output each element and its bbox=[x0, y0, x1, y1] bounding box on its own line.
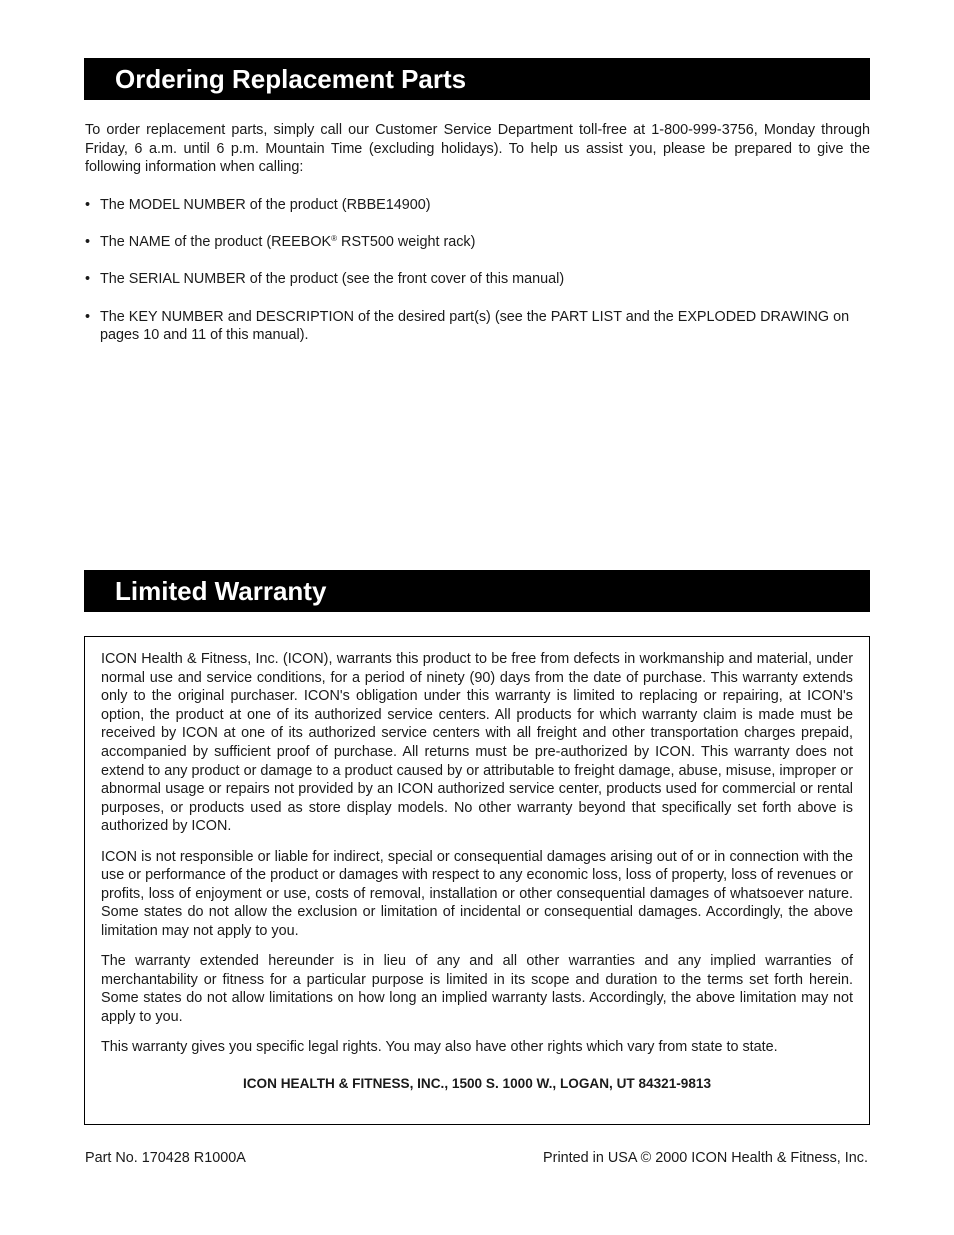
bullet-icon: • bbox=[85, 271, 91, 288]
list-item-text-before: The NAME of the product (REEBOK bbox=[100, 234, 332, 251]
list-item-key-number bbox=[85, 308, 870, 345]
part-number: Part No. 170428 R1000A bbox=[85, 1150, 246, 1166]
bullet-icon: • bbox=[85, 197, 91, 213]
list-item-text: The MODEL NUMBER of the product (RBBE14900) bbox=[100, 197, 431, 213]
warranty-box bbox=[84, 636, 870, 1125]
list-item-model-number bbox=[85, 196, 870, 215]
ordering-info-list bbox=[85, 196, 870, 363]
list-item-text-after: RST500 weight rack) bbox=[337, 234, 476, 251]
limited-warranty-heading: Limited Warranty bbox=[84, 570, 870, 612]
warranty-text bbox=[101, 650, 853, 1105]
company-address: ICON HEALTH & FITNESS, INC., 1500 S. 1000 W., LOGAN, UT 84321-9813 bbox=[242, 1075, 712, 1091]
list-item-text: The SERIAL NUMBER of the product (see the front cover of this manual) bbox=[100, 271, 565, 288]
warranty-paragraph: ICON is not responsible or liable for indirect, special or consequential damages arising out of or in connection with the use or performance of the product or damages with respect to any economic loss, loss of property, loss of revenues or profits, loss of enjoyment or use, costs of removal, installation or other consequential damages of whatsoever nature. Some states do not allow the exclusion or limitation of incidental or consequential damages. Accordingly, the above limitation may not apply to you. bbox=[101, 848, 853, 939]
printed-notice: Printed in USA © 2000 ICON Health & Fitness, Inc. bbox=[543, 1150, 868, 1166]
ordering-intro-paragraph: To order replacement parts, simply call our Customer Service Department toll-free at 1-800-999-3756, Monday through Friday, 6 a.m. until 6 p.m. Mountain Time (excluding holidays). To help us assist you, please be prepared to give the following information when calling: bbox=[85, 122, 870, 176]
warranty-paragraph: ICON Health & Fitness, Inc. (ICON), warrants this product to be free from defects in workmanship and material, under normal use and service conditions, for a period of ninety (90) days from the date of purchase. This warranty extends only to the original purchaser. ICON's obligation under this warranty is limited to replacing or repairing, at ICON's option, the product at one of its authorized service centers. All products for which warranty claim is made must be received by ICON at one of its authorized service centers with all freight and other transportation charges prepaid, accompanied by sufficient proof of purchase. All returns must be pre-authorized by ICON. This warranty does not extend to any product or damage to a product caused by or attributable to freight damage, abuse, misuse, improper or abnormal usage or repairs not provided by an ICON authorized service center, products used for commercial or rental purposes, or products used as store display models. No other warranty beyond that specifically set forth above is authorized by ICON. bbox=[101, 651, 853, 835]
ordering-parts-heading: Ordering Replacement Parts bbox=[84, 58, 870, 100]
list-item-text: The KEY NUMBER and DESCRIPTION of the desired part(s) (see the PART LIST and the EXPLODED DRAWING on pages 10 and 11 of this manual). bbox=[100, 308, 850, 344]
bullet-icon: • bbox=[85, 308, 91, 325]
list-item-serial-number bbox=[85, 270, 870, 289]
warranty-paragraph: This warranty gives you specific legal rights. You may also have other rights which vary from state to state. bbox=[101, 1039, 778, 1056]
warranty-paragraph: The warranty extended hereunder is in lieu of any and all other warranties and any implied warranties of merchantability or fitness for a particular purpose is limited in its scope and duration to the terms set forth herein. Some states do not allow limitations on how long an implied warranty lasts. Accordingly, the above limitation may not apply to you. bbox=[101, 953, 853, 1025]
bullet-icon: • bbox=[85, 234, 91, 251]
registered-mark: ® bbox=[331, 234, 338, 244]
list-item-product-name bbox=[85, 233, 870, 252]
